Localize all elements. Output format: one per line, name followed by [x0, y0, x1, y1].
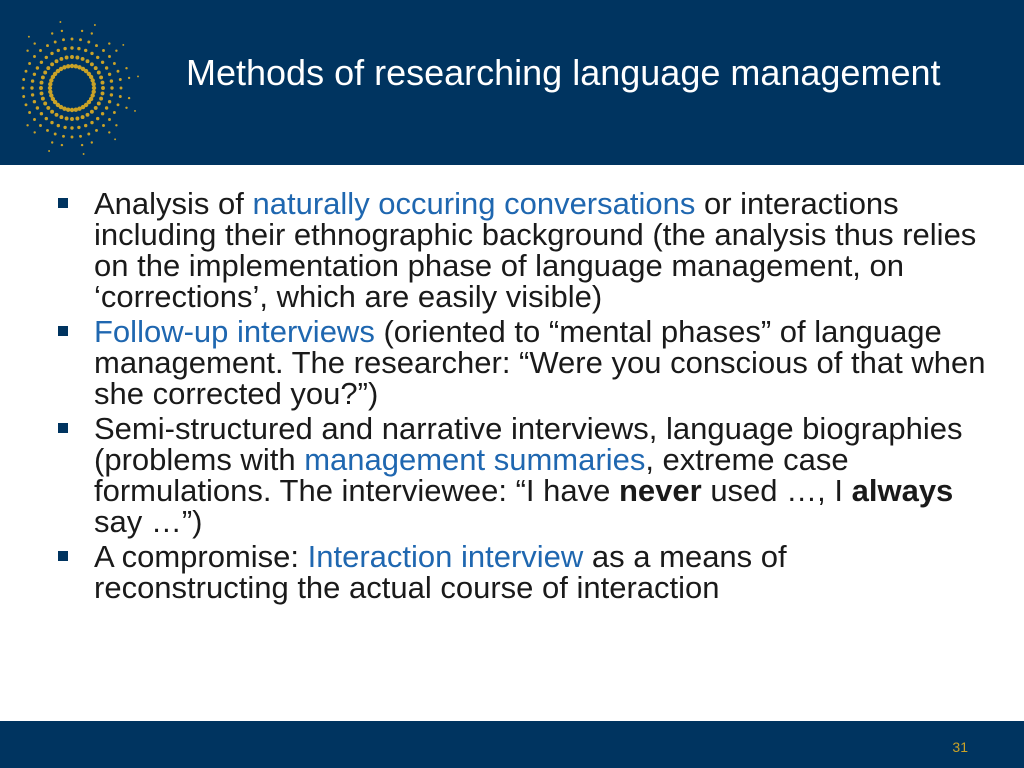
square-bullet-icon — [58, 326, 68, 336]
logo-dot — [108, 73, 111, 76]
bullet-list — [56, 188, 986, 607]
logo-dot — [70, 126, 73, 129]
logo-dot — [59, 21, 61, 23]
logo-dot — [48, 150, 50, 152]
logo-dot — [45, 56, 48, 59]
logo-dot — [33, 73, 36, 76]
logo-dot — [81, 144, 83, 146]
logo-dot — [34, 131, 36, 133]
logo-dot — [43, 71, 47, 75]
logo-dot — [91, 32, 93, 34]
logo-dot — [101, 61, 104, 64]
logo-dot — [59, 115, 63, 119]
logo-dot — [66, 64, 70, 68]
logo-dot — [77, 126, 80, 129]
header-bar — [0, 0, 1024, 165]
logo-dot — [31, 93, 34, 96]
logo-dot — [62, 65, 66, 69]
logo-dot — [75, 56, 79, 60]
logo-dot — [87, 133, 90, 136]
bullet-3-part-4: say …”) — [94, 504, 203, 539]
logo-dot — [128, 77, 130, 79]
logo-dot — [70, 64, 74, 68]
logo-dot — [79, 135, 82, 138]
bullet-4-text-start: A compromise: — [94, 539, 308, 574]
logo-dot — [74, 108, 78, 112]
logo-dot — [90, 52, 93, 55]
logo-dot — [39, 49, 42, 52]
logo-dot — [86, 59, 90, 63]
logo-dot — [62, 135, 65, 138]
logo-dot — [61, 144, 63, 146]
logo-dot — [57, 49, 60, 52]
logo-dot — [101, 86, 105, 90]
logo-dot — [125, 67, 127, 69]
logo-dot — [51, 32, 53, 34]
logo-dot — [34, 42, 36, 44]
logo-dot — [46, 66, 50, 70]
logo-dot — [117, 70, 120, 73]
logo-dot — [61, 30, 63, 32]
logo-dot — [50, 110, 54, 114]
bullet-item-1 — [56, 188, 986, 312]
logo-dot — [128, 97, 130, 99]
logo-dot — [31, 79, 34, 82]
logo-dot — [63, 126, 66, 129]
bullet-4-highlight: Interaction interview — [307, 539, 584, 574]
logo-dot — [97, 71, 101, 75]
logo-dot — [108, 42, 110, 44]
logo-dot — [134, 110, 136, 112]
logo-dot — [84, 49, 87, 52]
logo-dot — [108, 100, 111, 103]
logo-dot — [48, 86, 52, 90]
logo-dot — [94, 24, 96, 26]
logo-dot — [92, 82, 96, 86]
logo-dot — [90, 110, 94, 114]
logo-dot — [110, 86, 113, 89]
logo-dot — [90, 121, 93, 124]
bullet-item-4 — [56, 541, 986, 603]
logo-dot — [22, 87, 25, 90]
logo-dot — [45, 117, 48, 120]
logo-dot — [97, 102, 101, 106]
logo-dot — [99, 97, 103, 101]
logo-dot — [50, 52, 53, 55]
logo-dot — [101, 112, 104, 115]
logo-dot — [94, 66, 98, 70]
bullet-1-highlight: naturally occuring conversations — [252, 186, 696, 221]
logo-dot — [108, 131, 110, 133]
logo-dot — [46, 44, 49, 47]
logo-dot — [48, 90, 52, 94]
logo-dot — [36, 66, 39, 69]
logo-dot — [26, 124, 28, 126]
logo-dot — [77, 107, 81, 111]
logo-dot — [96, 117, 99, 120]
logo-dot — [110, 79, 113, 82]
logo-dot — [74, 64, 78, 68]
logo-dot — [70, 117, 74, 121]
logo-dot — [46, 129, 49, 132]
bullet-3-highlight: management summaries — [304, 442, 646, 477]
bullet-3-part-3: used …, I — [701, 473, 852, 508]
logo-dot — [95, 129, 98, 132]
logo-dot — [50, 121, 53, 124]
logo-dot — [113, 111, 116, 114]
bullet-3-bold-never: never — [618, 473, 702, 508]
logo-dot — [26, 50, 28, 52]
logo-dot — [65, 117, 69, 121]
logo-dot — [63, 47, 66, 50]
logo-dot — [65, 56, 69, 60]
logo-dot — [92, 86, 96, 90]
logo-dot — [71, 38, 74, 41]
logo-dot — [137, 75, 139, 77]
logo-dot — [40, 61, 43, 64]
logo-dot — [102, 49, 105, 52]
logo-dot — [92, 90, 96, 94]
logo-dot — [62, 38, 65, 41]
logo-dot — [70, 46, 73, 49]
bullet-3-bold-always: always — [851, 473, 954, 508]
logo-dot — [33, 100, 36, 103]
logo-dot — [110, 93, 113, 96]
logo-dot — [86, 113, 90, 117]
logo-dot — [101, 91, 105, 95]
logo-dot — [40, 81, 44, 85]
logo-dot — [75, 117, 79, 121]
logo-dot — [77, 47, 80, 50]
logo-dot — [28, 62, 31, 65]
logo-dot — [99, 75, 103, 79]
logo-dot — [84, 124, 87, 127]
logo-dot — [90, 62, 94, 66]
bullet-4-text-end: as a means of reconstructing the actual course of interaction — [94, 539, 787, 605]
logo-dot — [81, 57, 85, 61]
logo-dot — [122, 44, 124, 46]
logo-dot — [95, 44, 98, 47]
logo-dot — [59, 57, 63, 61]
bullet-1-text-start: Analysis of — [94, 186, 253, 221]
logo-dot — [33, 118, 36, 121]
logo-dot — [25, 70, 28, 73]
logo-dot — [48, 82, 52, 86]
bullet-item-2 — [56, 316, 986, 409]
logo-dot — [119, 95, 122, 98]
logo-dot — [28, 36, 30, 38]
logo-dot — [25, 103, 28, 106]
logo-dot — [108, 55, 111, 58]
logo-dot — [108, 118, 111, 121]
logo-dot — [46, 106, 50, 110]
bullet-3-part-2: , extreme case formulations. The interviewee: “I have — [94, 442, 849, 508]
logo-dot — [114, 138, 116, 140]
logo-dot — [115, 124, 117, 126]
logo-dot — [50, 62, 54, 66]
logo-dot — [22, 78, 25, 81]
logo-dot — [81, 115, 85, 119]
square-bullet-icon — [58, 198, 68, 208]
logo-dot — [28, 111, 31, 114]
logo-dot — [120, 87, 123, 90]
logo-dot — [119, 78, 122, 81]
footer-bar — [0, 721, 1024, 768]
logo-dot — [54, 41, 57, 44]
logo-dot — [105, 66, 108, 69]
logo-dot — [91, 78, 95, 82]
logo-dot — [113, 62, 116, 65]
slide-title: Methods of researching language management — [186, 52, 941, 93]
logo-dot — [91, 141, 93, 143]
bullet-item-3 — [56, 413, 986, 537]
logo-dot — [39, 124, 42, 127]
logo-dot — [54, 133, 57, 136]
logo-dot — [57, 124, 60, 127]
logo-dot — [41, 75, 45, 79]
bullet-2-text-end: (oriented to “mental phases” of language management. The researcher: “Were you conscious of that when she corrected you?”) — [94, 314, 986, 411]
logo-dot — [70, 108, 74, 112]
bullet-1-text-end: or interactions including their ethnographic background (the analysis thus relies on the implementation phase of language management, on ‘corrections’, which are easily visible) — [94, 186, 977, 314]
logo-dot — [40, 112, 43, 115]
logo-dot — [33, 55, 36, 58]
logo-dot — [40, 91, 44, 95]
page-number: 31 — [952, 739, 968, 755]
logo-dot — [66, 108, 70, 112]
logo-dot — [94, 106, 98, 110]
logo-dot — [30, 86, 33, 89]
logo-dot — [71, 136, 74, 139]
logo-dot — [55, 59, 59, 63]
logo-dot — [105, 106, 108, 109]
logo-dot — [102, 124, 105, 127]
logo-dot — [41, 97, 45, 101]
logo-dot — [115, 50, 117, 52]
logo-dot — [125, 107, 127, 109]
logo-dot — [51, 141, 53, 143]
logo-dot — [36, 106, 39, 109]
sunburst-logo-icon — [20, 8, 160, 158]
bullet-2-highlight: Follow-up interviews — [94, 314, 375, 349]
logo-dot — [87, 41, 90, 44]
square-bullet-icon — [58, 423, 68, 433]
logo-dot — [117, 103, 120, 106]
logo-dot — [79, 38, 82, 41]
square-bullet-icon — [58, 551, 68, 561]
logo-dot — [96, 56, 99, 59]
logo-dot — [83, 153, 85, 155]
logo-dot — [22, 95, 25, 98]
logo-dot — [55, 113, 59, 117]
logo-dot — [81, 30, 83, 32]
logo-dot — [101, 81, 105, 85]
logo-dot — [43, 102, 47, 106]
logo-dot — [70, 55, 74, 59]
bullet-3-part-1: Semi-structured and narrative interviews, language biographies (problems with — [94, 411, 963, 477]
logo-dot — [49, 93, 53, 97]
logo-dot — [39, 86, 43, 90]
